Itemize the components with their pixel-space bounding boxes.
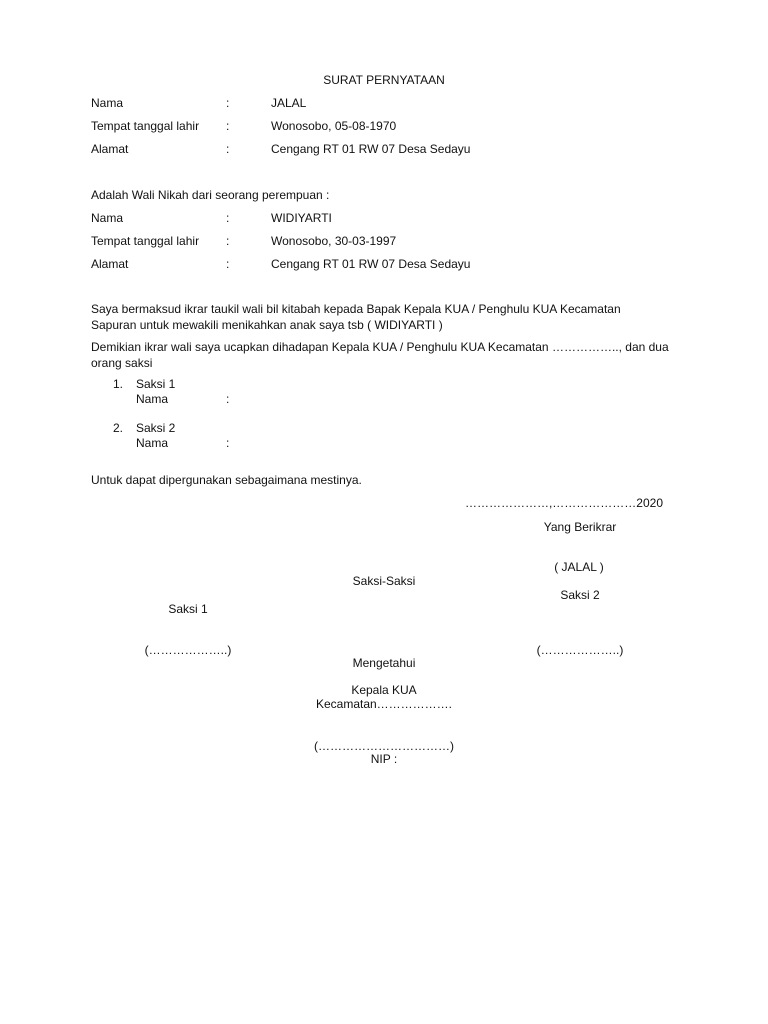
perempuan-alamat-colon: : <box>226 257 230 271</box>
document-title: SURAT PERNYATAAN <box>323 73 445 87</box>
wali-alamat-label: Alamat <box>91 142 129 156</box>
wali-nama-label: Nama <box>91 96 124 110</box>
paragraph1-line1: Saya bermaksud ikrar taukil wali bil kitabah kepada Bapak Kepala KUA / Penghulu KUA Kecamatan <box>91 302 621 316</box>
paragraph2-line1: Demikian ikrar wali saya ucapkan dihadapan Kepala KUA / Penghulu KUA Kecamatan …………….., dan dua <box>91 340 669 354</box>
date-line: …………………,…………………2020 <box>464 496 663 510</box>
kecamatan-label: Kecamatan………………. <box>315 697 453 711</box>
nip-label: NIP : <box>370 752 398 766</box>
witness1-nama-label: Nama <box>136 392 169 406</box>
saksi2-heading: Saksi 2 <box>560 588 600 602</box>
wali-nama-value: JALAL <box>271 96 307 110</box>
wali-alamat-value: Cengang RT 01 RW 07 Desa Sedayu <box>271 142 471 156</box>
saksi1-heading: Saksi 1 <box>168 602 208 616</box>
witness2-label: Saksi 2 <box>136 421 176 435</box>
yang-berikrar: Yang Berikrar <box>543 520 617 534</box>
witness2-nama-label: Nama <box>136 436 169 450</box>
perempuan-alamat-label: Alamat <box>91 257 129 271</box>
perempuan-ttl-value: Wonosobo, 30-03-1997 <box>271 234 397 248</box>
perempuan-nama-colon: : <box>226 211 230 225</box>
witness1-label: Saksi 1 <box>136 377 176 391</box>
wali-ttl-colon: : <box>226 119 230 133</box>
jalal-signature: ( JALAL ) <box>554 560 604 574</box>
saksi1-blank: (………………..) <box>144 643 232 657</box>
perempuan-nama-value: WIDIYARTI <box>271 211 332 225</box>
witness2-number: 2. <box>113 421 124 435</box>
intro-text: Adalah Wali Nikah dari seorang perempuan : <box>91 188 330 202</box>
kua-blank: (……………………………) <box>314 739 454 753</box>
wali-ttl-value: Wonosobo, 05-08-1970 <box>271 119 397 133</box>
witness2-nama-colon: : <box>226 436 230 450</box>
paragraph2-line2: orang saksi <box>91 356 153 370</box>
wali-alamat-colon: : <box>226 142 230 156</box>
perempuan-nama-label: Nama <box>91 211 124 225</box>
wali-ttl-label: Tempat tanggal lahir <box>91 119 200 133</box>
witness1-nama-colon: : <box>226 392 230 406</box>
witness1-number: 1. <box>113 377 124 391</box>
perempuan-ttl-colon: : <box>226 234 230 248</box>
perempuan-alamat-value: Cengang RT 01 RW 07 Desa Sedayu <box>271 257 471 271</box>
mengetahui-label: Mengetahui <box>352 656 416 670</box>
saksi2-blank: (………………..) <box>536 643 624 657</box>
paragraph1-line2: Sapuran untuk mewakili menikahkan anak saya tsb ( WIDIYARTI ) <box>91 318 443 332</box>
wali-nama-colon: : <box>226 96 230 110</box>
saksi-saksi-heading: Saksi-Saksi <box>352 574 416 588</box>
closing-text: Untuk dapat dipergunakan sebagaimana mestinya. <box>91 473 362 487</box>
kepala-kua-label: Kepala KUA <box>351 683 417 697</box>
perempuan-ttl-label: Tempat tanggal lahir <box>91 234 200 248</box>
